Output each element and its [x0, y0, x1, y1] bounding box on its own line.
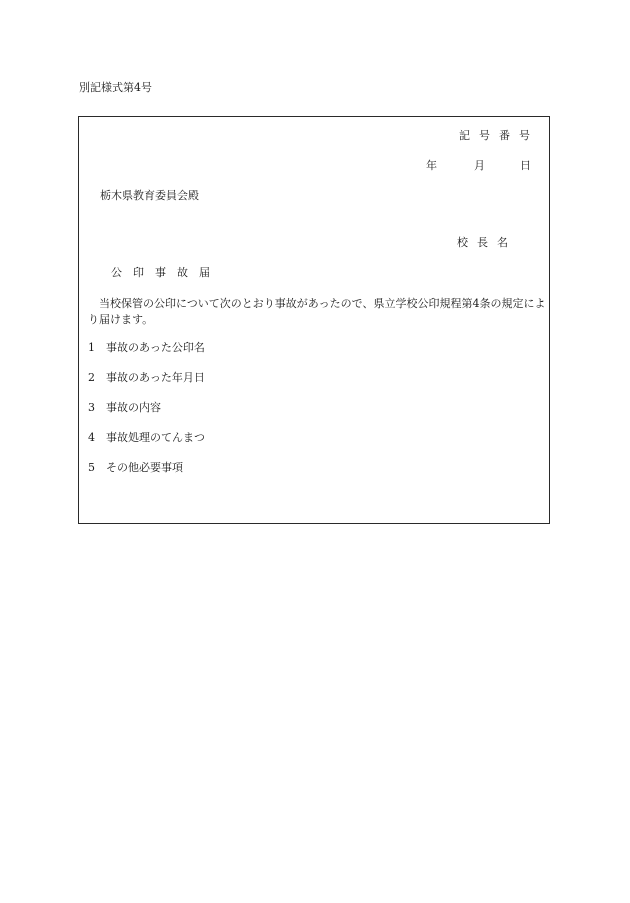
list-item-text: 事故の内容 [106, 401, 161, 414]
list-item [88, 372, 205, 383]
list-item-text: 事故処理のてんまつ [106, 431, 205, 444]
body-paragraph: 当校保管の公印について次のとおり事故があったので、県立学校公印規程第4条の規定により届けます。 [88, 297, 546, 326]
sender-principal: 校長名 [457, 236, 517, 249]
form-label: 別記様式第4号 [79, 81, 152, 94]
list-item [88, 462, 183, 473]
list-item-text: 事故のあった公印名 [106, 341, 205, 354]
list-item [88, 432, 205, 443]
list-item-number: 5 [88, 461, 95, 474]
list-item-text: その他必要事項 [106, 461, 183, 474]
date-month-label: 月 [474, 159, 485, 172]
date-year-label: 年 [426, 159, 437, 172]
date-day-label: 日 [520, 159, 531, 172]
list-item-number: 4 [88, 431, 95, 444]
list-item-text: 事故のあった年月日 [106, 371, 205, 384]
list-item-number: 3 [88, 401, 95, 414]
document-title: 公印事故届 [111, 266, 221, 279]
list-item [88, 402, 161, 413]
list-item [88, 342, 205, 353]
doc-number-label: 記号番号 [459, 129, 539, 142]
list-item-number: 1 [88, 341, 95, 354]
recipient: 栃木県教育委員会殿 [100, 189, 199, 202]
list-item-number: 2 [88, 371, 95, 384]
